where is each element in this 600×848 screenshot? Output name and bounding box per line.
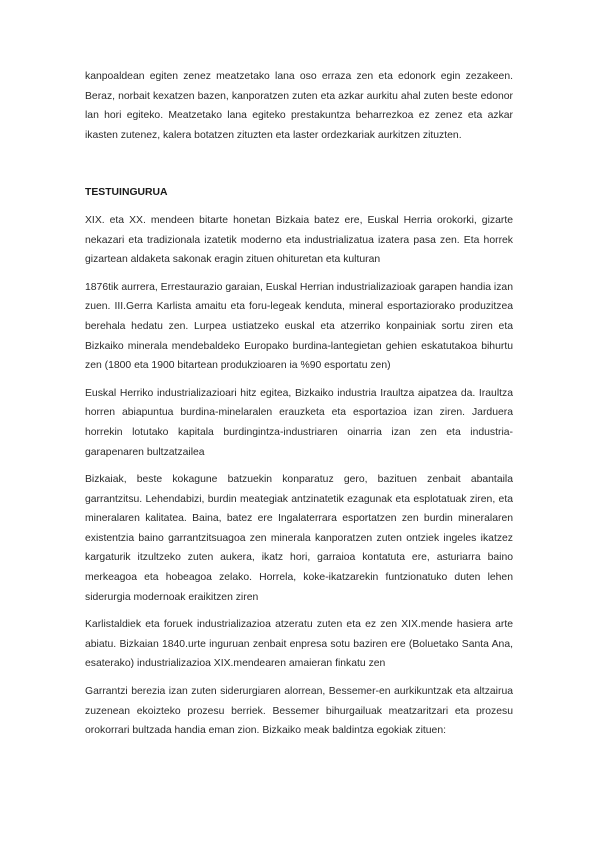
paragraph: Euskal Herriko industrializazioari hitz egitea, Bizkaiko industria Iraultza aipatzea da. Iraultza horren abiapuntua burdina-minelaralen erauzketa eta esportazioa izan ziren. Jarduera horrekin lotutako kapitala burdingintza-industriaren oinarria izan zen eta industria-garapenaren bultzatzailea	[85, 387, 513, 458]
document-body	[85, 67, 513, 749]
section-spacer	[85, 153, 513, 183]
paragraph: 1876tik aurrera, Errestaurazio garaian, Euskal Herrian industrializazioak garapen handia izan zuen. III.Gerra Karlista amaitu eta foru-legeak kenduta, mineral esportaziorako produzitzea berehala hedatu zen. Lurpea ustiatzeko euskal eta atzerriko konpainiak sortu ziren eta Bizkaiko minerala mendebaldeko Europako burdina-lantegietan gehien eskatutakoa bihurtu zen (1800 eta 1900 bitartean produkzioaren ia %90 esportatu zen)	[85, 281, 513, 372]
section-heading: TESTUINGURUA	[85, 187, 168, 199]
paragraph: Karlistaldiek eta foruek industrializazioa atzeratu zuten eta ez zen XIX.mende hasiera arte abiatu. Bizkaian 1840.urte inguruan zenbait enpresa sotu baziren ere (Boluetako Santa Ana, esaterako) industrializazioa XIX.mendearen amaieran finkatu zen	[85, 619, 513, 670]
paragraph: Garrantzi berezia izan zuten siderurgiaren alorrean, Bessemer-en aurkikuntzak eta altzairua zuzenean ekoizteko prozesu berriek. Bessemer bihurgailuak meatzaritzari eta prozesu orokorrari bultzada handia eman zion. Bizkaiko meak baldintza egokiak zituen:	[85, 686, 513, 737]
intro-paragraph: kanpoaldean egiten zenez meatzetako lana oso erraza zen eta edonork egin zezakeen. Beraz, norbait kexatzen bazen, kanporatzen zuten eta azkar aurkitu ahal zuten beste edonor lan hori egiteko. Meatzetako lana egiteko prestakuntza beharrezkoa ez zenez eta azkar ikasten zutenez, kalera botatzen zituzten eta laster ordezkariak aurkitzen zituzten.	[85, 71, 513, 141]
paragraph: XIX. eta XX. mendeen bitarte honetan Bizkaia batez ere, Euskal Herria orokorki, gizarte nekazari eta tradizionala izatetik moderno eta industrializatua izatera pasa zen. Eta horrek gizartean aldaketa sakonak eragin zituen ohituretan eta kulturan	[85, 214, 513, 266]
paragraph: Bizkaiak, beste kokagune batzuekin konparatuz gero, bazituen zenbait abantaila garrantzitsu. Lehendabizi, burdin meategiak antzinatetik ezagunak eta esplotatuak ziren, eta mineralaren kalitatea. Baina, batez ere Ingalaterrara esportatzen zen burdin mineralaren existentzia baino garrantzitsuagoa zen minerala kanporatzen zuten ontziek ingeles ikatzez kargaturik itzultzeko zuten aukera, ikatz hori, garraioa kontatuta ere, asturiarra baino merkeagoa eta hobeagoa zelako. Horrela, koke-ikatzarekin funtzionatuko duten lehen siderurgia modernoak eraikitzen ziren	[85, 474, 513, 603]
